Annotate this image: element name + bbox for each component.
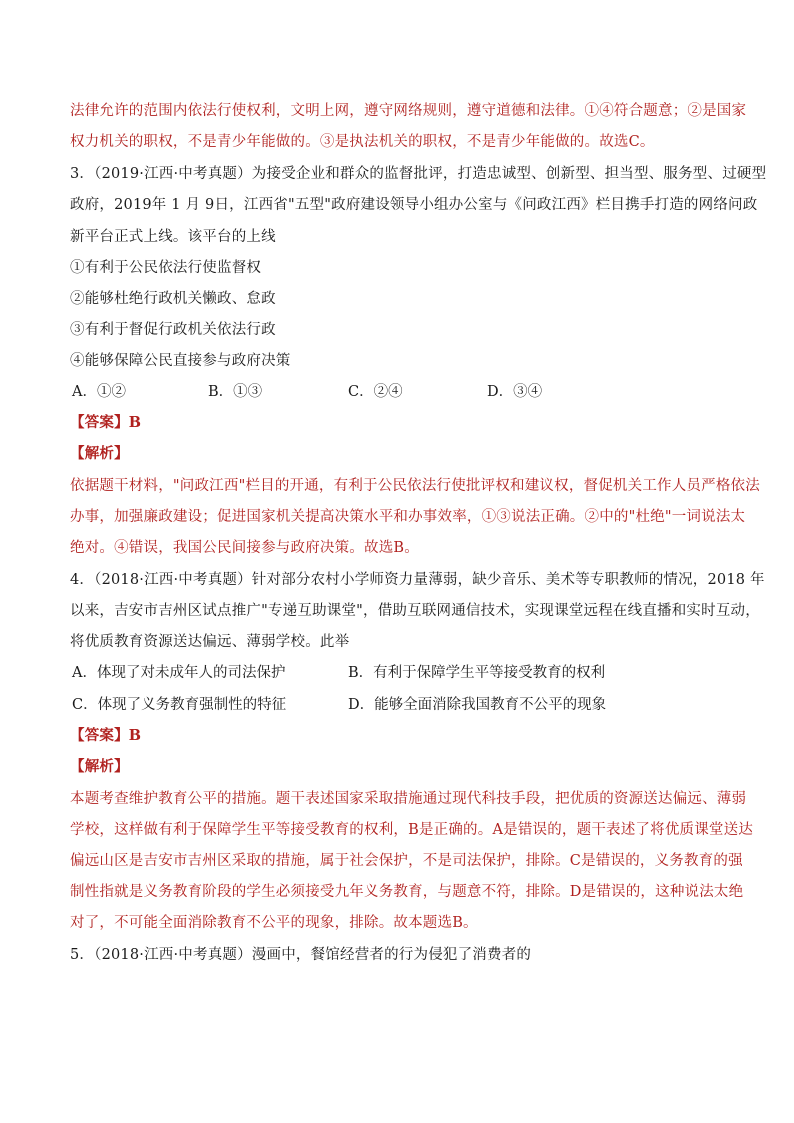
explanation-line: 制性指就是义务教育阶段的学生必须接受九年义务教育，与题意不符，排除。D是错误的，这种说法太绝: [70, 884, 744, 900]
question-3-option-c: C．②④: [348, 384, 403, 400]
answer-label: 【答案】B: [70, 414, 142, 431]
explanation-line: 法律允许的范围内依法行使权利，文明上网，遵守网络规则，遵守道德和法律。①④符合题意；②是国家: [70, 103, 747, 119]
question-3-statement: ②能够杜绝行政机关懒政、怠政: [70, 291, 276, 307]
question-5-stem: 5．（2018·江西·中考真题）漫画中，餐馆经营者的行为侵犯了消费者的: [70, 947, 532, 963]
explanation-line: 学校，这样做有利于保障学生平等接受教育的权利，B是正确的。A是错误的，题干表述了将优质课堂送达: [70, 822, 754, 838]
explanation-line: 依据题干材料，"问政江西"栏目的开通，有利于公民依法行使批评权和建议权，督促机关工作人员严格依法: [70, 478, 760, 494]
explanation-line: 权力机关的职权，不是青少年能做的。③是执法机关的职权，不是青少年能做的。故选C。: [70, 134, 655, 150]
answer-label: 【答案】B: [70, 727, 142, 744]
question-4-option-a: A．体现了对未成年人的司法保护: [72, 665, 286, 681]
analysis-label: 【解析】: [70, 445, 129, 462]
question-3-option-a: A．①②: [72, 384, 126, 400]
question-3-option-b: B．①③: [208, 384, 263, 400]
question-4-option-c: C．体现了义务教育强制性的特征: [72, 697, 287, 713]
analysis-label: 【解析】: [70, 758, 129, 775]
question-3-stem: 新平台正式上线。该平台的上线: [70, 229, 276, 245]
question-3-statement: ①有利于公民依法行使监督权: [70, 260, 262, 276]
question-4-stem: 以来，吉安市吉州区试点推广"专递互助课堂"，借助互联网通信技术，实现课堂远程在线直播和实时互动，: [70, 603, 760, 619]
question-3-statement: ③有利于督促行政机关依法行政: [70, 322, 276, 338]
question-3-stem: 3．（2019·江西·中考真题）为接受企业和群众的监督批评，打造忠诚型、创新型、担当型、服务型、过硬型: [70, 166, 767, 182]
question-3-stem: 政府，2019年 1 月 9日，江西省"五型"政府建设领导小组办公室与《问政江西》栏目携手打造的网络问政: [70, 197, 758, 213]
question-4-option-b: B．有利于保障学生平等接受教育的权利: [348, 665, 606, 681]
question-4-stem: 将优质教育资源送达偏远、薄弱学校。此举: [70, 634, 350, 650]
question-4-option-d: D．能够全面消除我国教育不公平的现象: [348, 697, 607, 713]
explanation-line: 绝对。④错误，我国公民间接参与政府决策。故选B。: [70, 540, 419, 556]
question-3-statement: ④能够保障公民直接参与政府决策: [70, 353, 291, 369]
explanation-line: 对了，不可能全面消除教育不公平的现象，排除。故本题选B。: [70, 915, 478, 931]
explanation-line: 偏远山区是吉安市吉州区采取的措施，属于社会保护，不是司法保护，排除。C是错误的，义务教育的强: [70, 853, 743, 869]
explanation-line: 本题考查维护教育公平的措施。题干表述国家采取措施通过现代科技手段，把优质的资源送达偏远、薄弱: [70, 791, 747, 807]
question-3-option-d: D．③④: [487, 384, 543, 400]
question-4-stem: 4．（2018·江西·中考真题）针对部分农村小学师资力量薄弱，缺少音乐、美术等专职教师的情况，2018 年: [70, 572, 765, 588]
explanation-line: 办事，加强廉政建设；促进国家机关提高决策水平和办事效率，①③说法正确。②中的"杜绝"一词说法太: [70, 509, 746, 525]
